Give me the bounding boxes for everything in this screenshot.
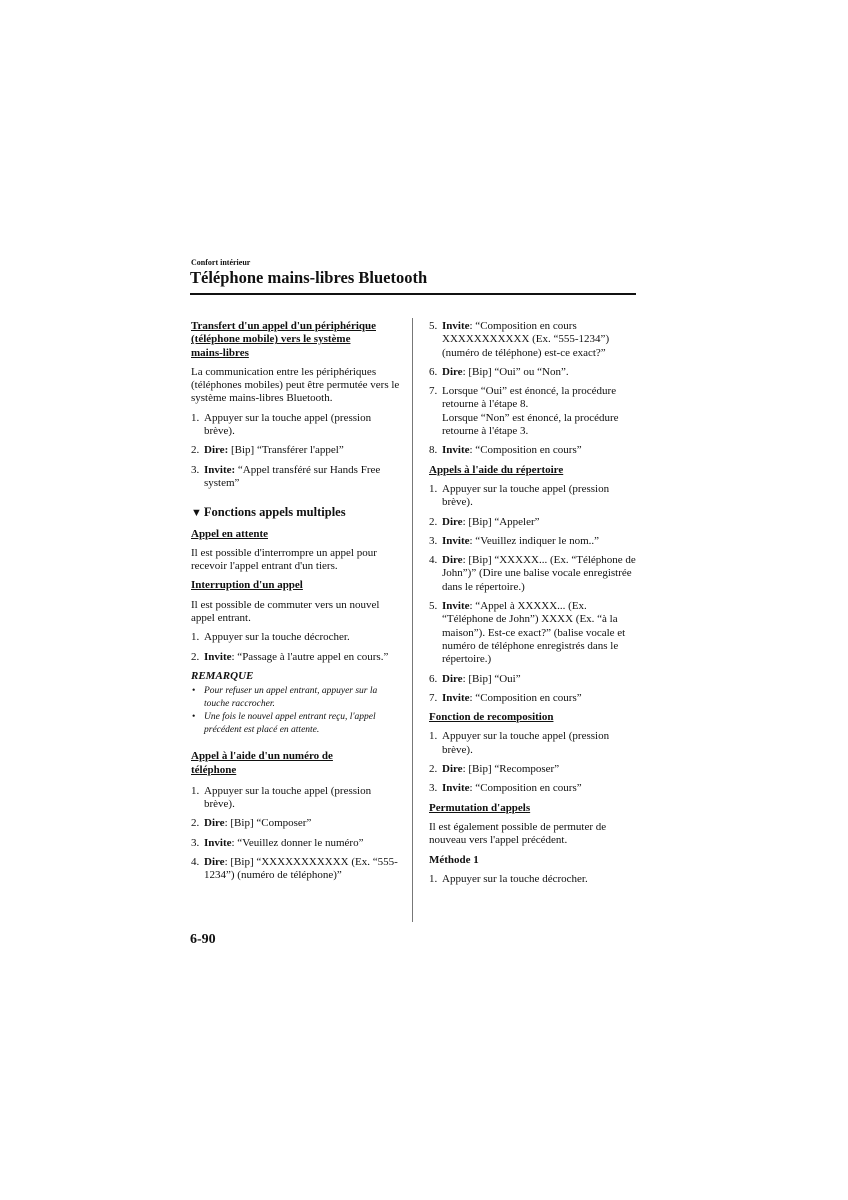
waiting-paragraph: Il est possible d'interrompre un appel pour recevoir l'appel entrant d'un tiers. <box>191 546 377 573</box>
list-item: 3. Invite: “Appel transféré sur Hands Free system” <box>191 463 381 489</box>
list-item: 2. Dire: [Bip] “Transférer l'appel” <box>191 444 344 457</box>
list-item: 5. Invite: “Appel à XXXXX... (Ex. “Téléphone de John”) XXXX (Ex. “à la maison”). Est-ce exact?” (balise vocale et numéro de téléphone enregistrés dans le répertoire.) <box>429 600 626 666</box>
list-item: 1. Appuyer sur la touche appel (pression brève). <box>429 482 610 509</box>
page-title: Téléphone mains-libres Bluetooth <box>190 268 428 287</box>
list-item: 4. Dire: [Bip] “XXXXX... (Ex. “Téléphone de John”)” (Dire une balise vocale enregistrée dans le répertoire.) <box>429 554 636 593</box>
transfer-paragraph: La communication entre les périphériques (téléphones mobiles) peut être permutée vers le système mains-libres Bluetooth. <box>191 365 400 405</box>
list-item: 1. Appuyer sur la touche appel (pression brève). <box>429 730 610 756</box>
right-column <box>429 320 639 892</box>
list-item: 5. Invite: “Composition en cours XXXXXXXXXXX (Ex. “555-1234”) (numéro de téléphone) est-ce exact?” <box>429 320 610 359</box>
list-item: 6. Dire: [Bip] “Oui” <box>429 672 521 685</box>
directory-heading: Appels à l'aide du répertoire <box>429 463 564 476</box>
waiting-heading: Appel en attente <box>191 527 268 540</box>
method-heading: Méthode 1 <box>429 853 479 866</box>
list-item: 2. Dire: [Bip] “Appeler” <box>429 515 540 528</box>
page-number: 6-90 <box>190 932 216 947</box>
interrupt-paragraph: Il est possible de commuter vers un nouvel appel entrant. <box>191 598 380 625</box>
note-item: • Une fois le nouvel appel entrant reçu, l'appel précédent est placé en attente. <box>192 712 376 735</box>
list-item: 1. Appuyer sur la touche décrocher. <box>429 872 588 885</box>
list-item: 2. Dire: [Bip] “Recomposer” <box>429 763 560 776</box>
title-rule <box>190 293 636 295</box>
multi-call-heading: ▼ Fonctions appels multiples <box>191 505 346 520</box>
section-label: Confort intérieur <box>191 258 251 267</box>
column-divider <box>412 318 413 922</box>
note-item: • Pour refuser un appel entrant, appuyer sur la touche raccrocher. <box>192 686 378 709</box>
number-call-heading: Appel à l'aide d'un numéro de téléphone <box>191 750 333 776</box>
interrupt-heading: Interruption d'un appel <box>191 579 303 592</box>
left-column <box>191 320 403 889</box>
list-item: 6. Dire: [Bip] “Oui” ou “Non”. <box>429 365 569 378</box>
list-item: 3. Invite: “Veuillez donner le numéro” <box>191 836 364 849</box>
transfer-heading: Transfert d'un appel d'un périphérique (téléphone mobile) vers le système mains-libres <box>191 320 376 359</box>
list-item: 3. Invite: “Composition en cours” <box>429 782 582 795</box>
list-item: 2. Invite: “Passage à l'autre appel en cours.” <box>191 650 389 663</box>
triangle-down-icon: ▼ <box>191 507 202 520</box>
note-title: REMARQUE <box>191 669 254 682</box>
swap-heading: Permutation d'appels <box>429 801 531 814</box>
redial-heading: Fonction de recomposition <box>429 711 554 724</box>
list-item: 4. Dire: [Bip] “XXXXXXXXXXX (Ex. “555-1234”) (numéro de téléphone)” <box>191 856 398 882</box>
list-item: 1. Appuyer sur la touche appel (pression brève). <box>191 411 372 438</box>
bullet-icon: • <box>192 712 196 723</box>
list-item: 7. Invite: “Composition en cours” <box>429 691 582 704</box>
bullet-icon: • <box>192 686 196 697</box>
list-item: 8. Invite: “Composition en cours” <box>429 444 582 457</box>
list-item: 2. Dire: [Bip] “Composer” <box>191 817 312 830</box>
list-item: 1. Appuyer sur la touche décrocher. <box>191 631 350 644</box>
list-item: 7. Lorsque “Oui” est énoncé, la procédure retourne à l'étape 8. Lorsque “Non” est énoncé, la procédure retourne à l'étape 3. <box>429 385 619 438</box>
swap-paragraph: Il est également possible de permuter de nouveau vers l'appel précédent. <box>429 820 607 847</box>
list-item: 1. Appuyer sur la touche appel (pression brève). <box>191 784 372 811</box>
list-item: 3. Invite: “Veuillez indiquer le nom..” <box>429 534 600 547</box>
